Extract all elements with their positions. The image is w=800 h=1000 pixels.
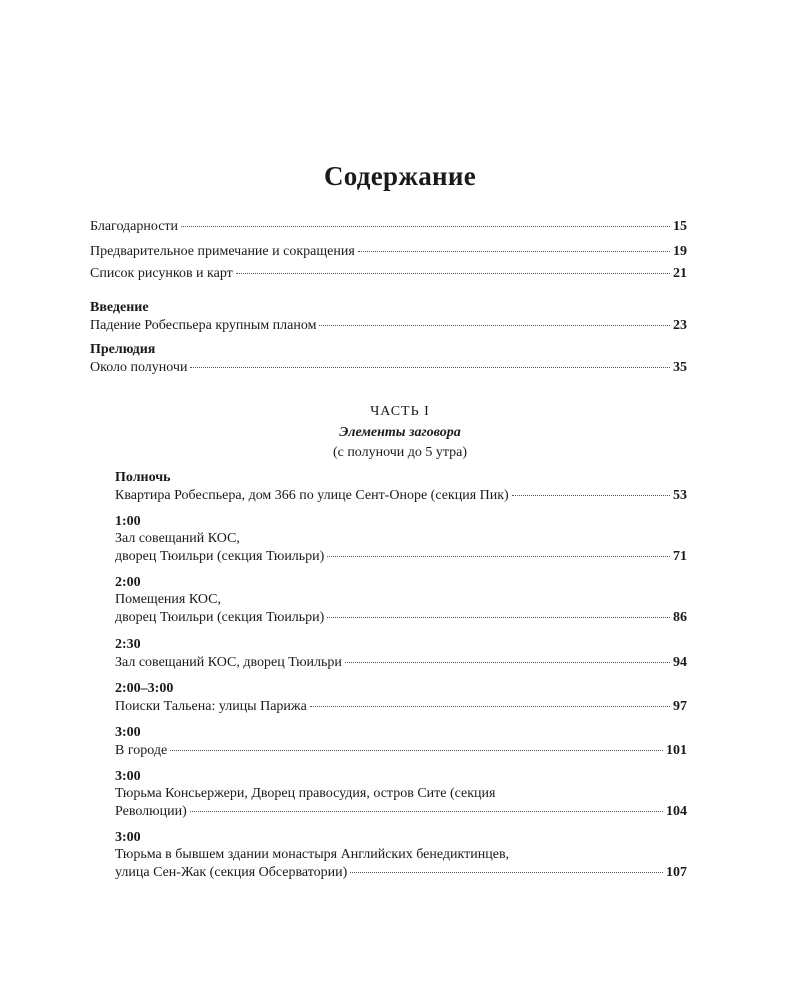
dot-leader <box>170 750 663 751</box>
entry-page: 15 <box>673 219 687 234</box>
part-label: ЧАСТЬ I <box>370 404 430 419</box>
entry-page: 71 <box>673 549 687 564</box>
entry-title-line: Зал совещаний КОС, <box>115 531 240 546</box>
entry-title: Поиски Тальена: улицы Парижа <box>115 699 307 714</box>
toc-entry-section[interactable] <box>115 699 687 715</box>
entry-page: 53 <box>673 488 687 503</box>
section-time: 1:00 <box>115 514 141 529</box>
entry-page: 104 <box>666 804 687 819</box>
section-time: Полночь <box>115 470 171 485</box>
dot-leader <box>327 556 670 557</box>
dot-leader <box>327 617 670 618</box>
dot-leader <box>236 273 670 274</box>
entry-title-line: Тюрьма Консьержери, Дворец правосудия, остров Сите (секция <box>115 786 496 801</box>
toc-entry-preliminary-note[interactable] <box>90 244 687 260</box>
entry-title: дворец Тюильри (секция Тюильри) <box>115 610 325 625</box>
toc-entry-section[interactable] <box>115 655 687 671</box>
entry-title: Падение Робеспьера крупным планом <box>90 318 317 333</box>
dot-leader <box>350 872 663 873</box>
entry-title: Квартира Робеспьера, дом 366 по улице Сент-Оноре (секция Пик) <box>115 488 509 503</box>
dot-leader <box>345 662 670 663</box>
entry-title: Зал совещаний КОС, дворец Тюильри <box>115 655 342 670</box>
entry-title: Революции) <box>115 804 187 819</box>
toc-entry-section[interactable] <box>115 488 687 504</box>
page-title: Содержание <box>323 161 477 191</box>
intro-heading: Введение <box>90 300 149 315</box>
entry-page: 23 <box>673 318 687 333</box>
toc-entry-section[interactable] <box>115 865 687 881</box>
entry-title: Около полуночи <box>90 360 188 375</box>
dot-leader <box>358 251 670 252</box>
entry-title-line: Помещения КОС, <box>115 592 221 607</box>
entry-title: дворец Тюильри (секция Тюильри) <box>115 549 325 564</box>
entry-page: 35 <box>673 360 687 375</box>
entry-page: 94 <box>673 655 687 670</box>
part-subtitle: (с полуночи до 5 утра) <box>332 445 468 460</box>
toc-entry-acknowledgements[interactable] <box>90 219 687 235</box>
entry-page: 107 <box>666 865 687 880</box>
entry-title: улица Сен-Жак (секция Обсерватории) <box>115 865 348 880</box>
dot-leader <box>181 226 670 227</box>
toc-entry-intro[interactable] <box>90 318 687 334</box>
entry-page: 86 <box>673 610 687 625</box>
entry-title: В городе <box>115 743 168 758</box>
entry-title: Предварительное примечание и сокращения <box>90 244 355 259</box>
part-title: Элементы заговора <box>339 425 461 440</box>
section-time: 2:30 <box>115 637 141 652</box>
dot-leader <box>310 706 670 707</box>
dot-leader <box>190 811 663 812</box>
section-time: 2:00 <box>115 575 141 590</box>
section-time: 3:00 <box>115 830 141 845</box>
toc-entry-section[interactable] <box>115 549 687 565</box>
toc-entry-figures-list[interactable] <box>90 266 687 282</box>
dot-leader <box>512 495 670 496</box>
section-time: 2:00–3:00 <box>115 681 174 696</box>
entry-title: Список рисунков и карт <box>90 266 233 281</box>
section-time: 3:00 <box>115 769 141 784</box>
entry-page: 101 <box>666 743 687 758</box>
entry-page: 97 <box>673 699 687 714</box>
entry-title: Благодарности <box>90 219 179 234</box>
entry-page: 19 <box>673 244 687 259</box>
toc-entry-section[interactable] <box>115 610 687 626</box>
entry-title-line: Тюрьма в бывшем здании монастыря Английских бенедиктинцев, <box>115 847 510 862</box>
entry-page: 21 <box>673 266 687 281</box>
prelude-heading: Прелюдия <box>90 342 156 357</box>
dot-leader <box>319 325 670 326</box>
section-time: 3:00 <box>115 725 141 740</box>
toc-entry-prelude[interactable] <box>90 360 687 376</box>
toc-entry-section[interactable] <box>115 804 687 820</box>
toc-entry-section[interactable] <box>115 743 687 759</box>
dot-leader <box>190 367 670 368</box>
